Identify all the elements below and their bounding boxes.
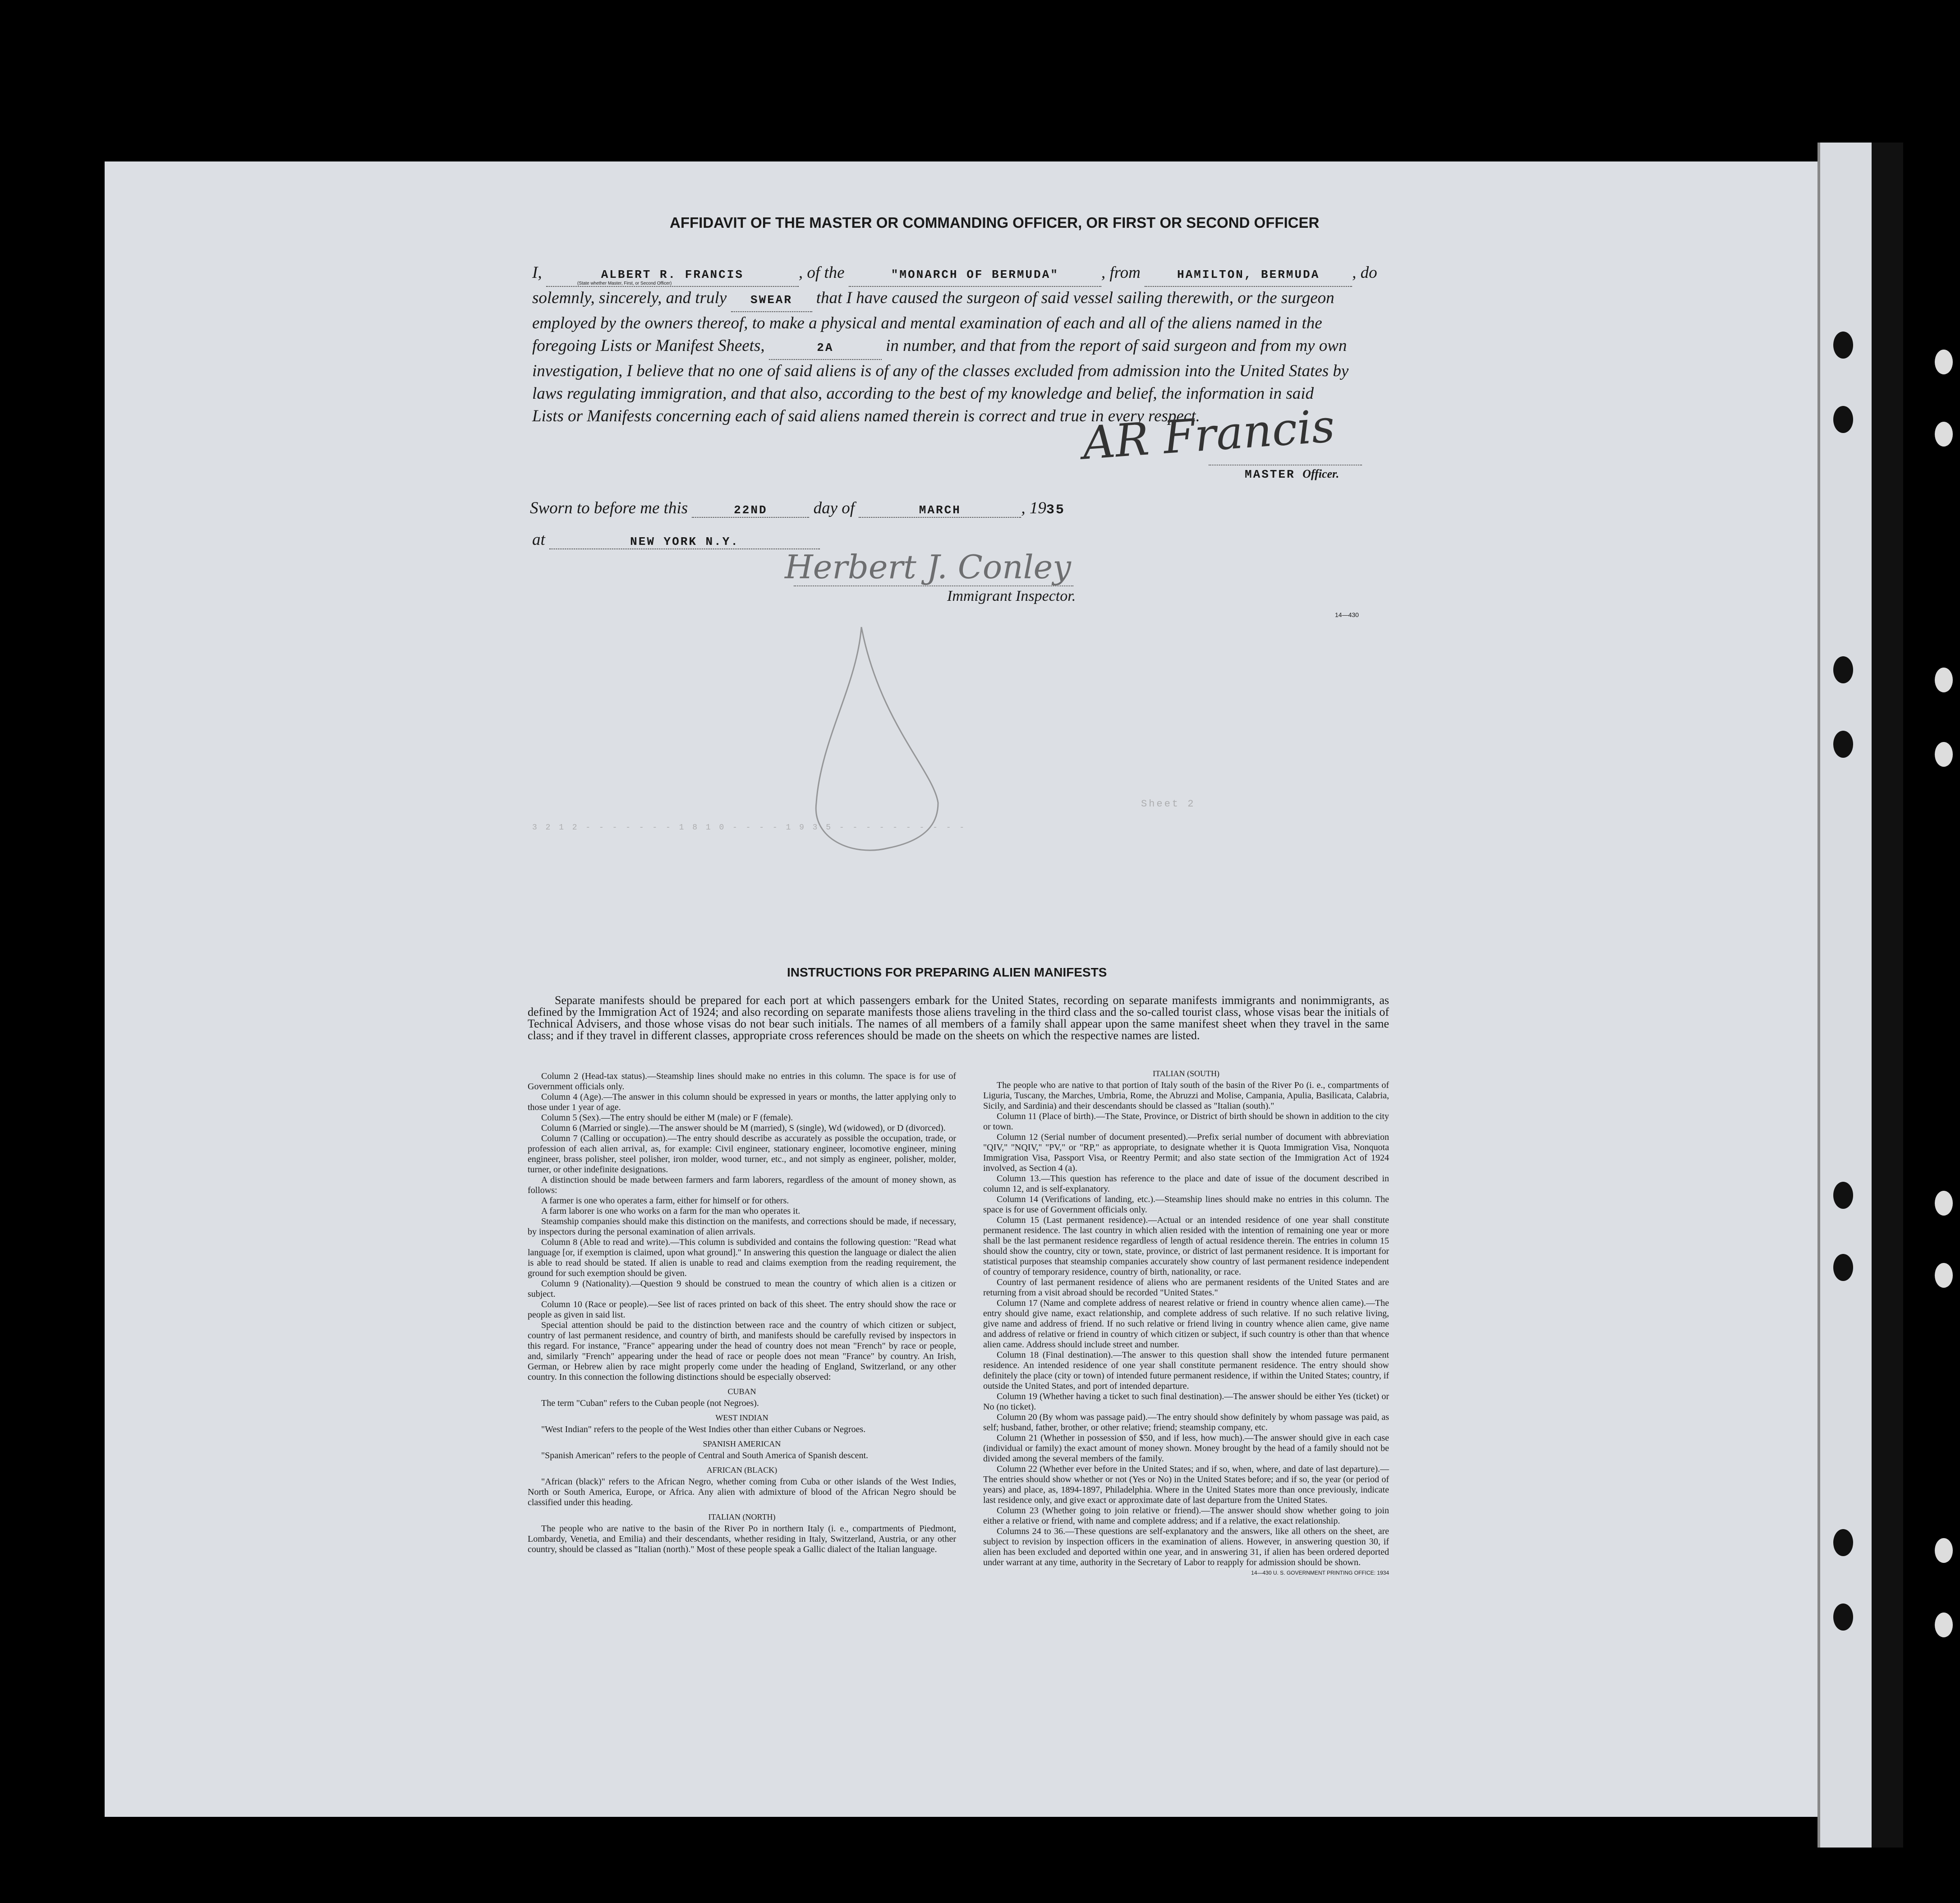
- right-col-para-9: Column 18 (Final destination).—The answer to this question shall show the intended future permanent residence. An intended residence of one year shall constitute permanent residence. The entry should show definitely the place (city or town) of intended future permanent residence, if within the United States; country, if outside the United States, and port of intended departure.: [983, 1350, 1389, 1391]
- binding-hole: [1833, 1603, 1853, 1631]
- vessel-name-field: "MONARCH OF BERMUDA": [849, 263, 1101, 287]
- african-heading: AFRICAN (BLACK): [706, 1465, 778, 1474]
- left-col-para-10: Column 8 (Able to read and write).—This column is subdivided and contains the following question: "Read what language [or, if exemption is claimed, upon what ground]." In answering this question the language or dialect the alien is able to read should be stated. If alien is unable to read and claims exemption from the reading requirement, the ground for such exemption should be given.: [528, 1237, 956, 1278]
- affidavit-line-3: employed by the owners thereof, to make a physical and mental examination of each and all of the aliens named in the: [532, 314, 1322, 332]
- binding-hole: [1833, 731, 1853, 758]
- text-I: I,: [532, 263, 542, 282]
- instructions-left-column: [528, 1071, 956, 1555]
- right-col-para-5: Column 14 (Verifications of landing, etc.).—Steamship lines should make no entries in this column. The space is for use of Government officials only.: [983, 1194, 1389, 1215]
- oath-field: SWEAR: [731, 289, 812, 312]
- location-field: NEW YORK N.Y.: [549, 535, 820, 549]
- right-col-para-7: Country of last permanent residence of aliens who are permanent residents of the United States and are returning from a visit abroad should be recorded "United States.": [983, 1277, 1389, 1298]
- binding-hole-edge: [1935, 350, 1953, 374]
- bleed-through-a: Sheet 2: [1141, 798, 1196, 810]
- left-col-para-2: Column 4 (Age).—The answer in this column should be expressed in years or months, the latter applying only to those under 1 year of age.: [528, 1092, 956, 1112]
- text-of-the: , of the: [798, 263, 845, 282]
- left-col-para-5: Column 7 (Calling or occupation).—The entry should describe as accurately as possible the occupation, trade, or profession of each alien arrival, as, for example: Civil engineer, stationary engineer, locomotive engineer, mining engineer, brass polisher, steel polisher, iron molder, wood turner, etc., and not simply as engineer, polisher, molder, turner, or other indefinite designations.: [528, 1134, 956, 1175]
- left-col-para-9: Steamship companies should make this distinction on the manifests, and corrections should be made, if necessary, by inspectors during the personal examination of alien arrivals.: [528, 1216, 956, 1237]
- printing-office-footer: 14—430 U. S. GOVERNMENT PRINTING OFFICE: 1934: [1251, 1570, 1389, 1576]
- african-text: "African (black)" refers to the African Negro, whether coming from Cuba or other islands of the West Indies, North or South America, Europe, or Africa. Any alien with admixture of blood of the African Negro should be classified under this heading.: [528, 1477, 956, 1507]
- cuban-text: The term "Cuban" refers to the Cuban people (not Negroes).: [541, 1398, 759, 1408]
- officer-name-field: ALBERT R. FRANCIS: [546, 263, 799, 287]
- binding-hole-edge: [1935, 668, 1953, 692]
- rank-field: MASTER: [1245, 468, 1295, 481]
- binding-strip: [1817, 143, 1874, 1848]
- right-col-para-3: Column 12 (Serial number of document presented).—Prefix serial number of document with abbreviation "QIV," "NQIV," "PV," or "RP," as appropriate, to designate whether it is Quota Immigration Visa, Nonquota Immigration Visa, Passport Visa, or Reentry Permit; and also state section of the Immigration Act of 1924 involved, as Section 4 (a).: [983, 1132, 1389, 1173]
- left-col-para-3: Column 5 (Sex).—The entry should be either M (male) or F (female).: [541, 1113, 793, 1123]
- bleed-through-b: 3 2 1 2 - - - - - - - 1 8 1 0 - - - - 1 9 3 5 - - - - - - - - - -: [532, 823, 966, 832]
- instructions-intro: Separate manifests should be prepared for each port at which passengers embark for the United States, recording on separate manifests immigrants and nonimmigrants, as defined by the Immigration Act of 1924; and also recording on separate manifests those aliens traveling in the third class and the so-called tourist class, whose visas bear the initials of Technical Advisers, and those whose visas do not bear such initials. The names of all members of a family shall appear upon the same manifest sheet when they travel in the same class; and if they travel in different classes, appropriate cross references should be made on the sheets on which the respective names are listed.: [528, 994, 1389, 1042]
- binding-hole: [1833, 1182, 1853, 1209]
- affidavit-title: AFFIDAVIT OF THE MASTER OR COMMANDING OFFICER, OR FIRST OR SECOND OFFICER: [670, 214, 1320, 231]
- inspector-signature-line: [794, 585, 1073, 586]
- text-foregoing: foregoing Lists or Manifest Sheets,: [532, 336, 765, 355]
- right-col-para-1: The people who are native to that portion of Italy south of the basin of the River Po (i. e., compartments of Liguria, Tuscany, the Marches, Umbria, Rome, the Abruzzi and Molise, Campania, Apulia, Basilicata, Calabria, Sicily, and Sardinia) and their descendants should be classed as "Italian (south).": [983, 1080, 1389, 1111]
- left-col-para-11: Column 9 (Nationality).—Question 9 should be construed to mean the country of which alien is a citizen or subject.: [528, 1279, 956, 1299]
- left-col-para-12: Column 10 (Race or people).—See list of races printed on back of this sheet. The entry should show the race or people as given in said list.: [528, 1299, 956, 1320]
- west-indian-heading: WEST INDIAN: [715, 1413, 768, 1422]
- sworn-line: [530, 498, 1206, 518]
- instructions-title: INSTRUCTIONS FOR PREPARING ALIEN MANIFESTS: [787, 965, 1107, 979]
- affidavit-line-7: Lists or Manifests concerning each of said aliens named therein is correct and true in every respect.: [532, 407, 1200, 425]
- pencil-mark: [803, 622, 956, 857]
- affidavit-body: [532, 262, 1398, 428]
- binding-shadow: [1872, 143, 1903, 1848]
- binding-hole: [1833, 1254, 1853, 1281]
- right-col-para-13: Column 22 (Whether ever before in the United States; and if so, when, where, and date of last departure).—The entries should show whether or not (Yes or No) in the United States before; and if so, the year (or period of years) and place, as, 1894-1897, Philadelphia. Where in the United States more than once previously, indicate last residence only, and give exact or approximate date of last departure from the United States.: [983, 1464, 1389, 1505]
- text-surgeon: that I have caused the surgeon of said vessel sailing therewith, or the surgeon: [816, 289, 1334, 307]
- port-from-field: HAMILTON, BERMUDA: [1145, 263, 1352, 287]
- binding-hole: [1833, 656, 1853, 683]
- sworn-day-field: 22ND: [692, 503, 809, 518]
- affidavit-line-2: [532, 287, 1398, 312]
- form-number-top: 14—430: [1335, 611, 1359, 618]
- text-year-prefix: , 19: [1021, 499, 1046, 517]
- west-indian-text: "West Indian" refers to the people of the West Indies other than either Cubans or Negroes.: [541, 1424, 866, 1434]
- text-in-number: in number, and that from the report of said surgeon and from my own: [886, 336, 1347, 355]
- officer-note: (State whether Master, First, or Second Officer): [577, 281, 672, 286]
- binding-hole-edge: [1935, 1263, 1953, 1288]
- italian-north-text: The people who are native to the basin of the River Po in northern Italy (i. e., compartments of Piedmont, Lombardy, Venetia, and Emilia) and their descendants, whether residing in Italy, Switzerland, Austria, or any other country, should be classed as "Italian (north)." Most of these people speak a Gallic dialect of the Italian language.: [528, 1524, 956, 1554]
- location-line: [532, 530, 983, 549]
- text-sworn: Sworn to before me this: [530, 499, 688, 517]
- inspector-signature: Herbert J. Conley: [785, 548, 1071, 586]
- text-solemnly: solemnly, sincerely, and truly: [532, 289, 727, 307]
- text-do: , do: [1352, 263, 1377, 282]
- right-col-para-15: Columns 24 to 36.—These questions are self-explanatory and the answers, like all others on the sheet, are subject to revision by inspection officers in the examination of aliens. However, in answering question 30, if alien has been excluded and deported within one year, and in answering 31, if alien has been ordered deported under warrant at any time, authority in the Secretary of Labor to reapply for admission should be shown.: [983, 1526, 1389, 1567]
- left-col-para-13: Special attention should be paid to the distinction between race and the country of which citizen or subject, country of last permanent residence, and country of birth, and manifests should be carefully revised by inspectors in this regard. For instance, "France" appearing under the head of country does not mean "French" by race or people, and, similarly "French" appearing under the head of race or people does not mean "France" by country. An Irish, German, or Hebrew alien by race might properly come under the heading of England, Switzerland, or any other country. In this connection the following distinctions should be especially observed:: [528, 1320, 956, 1382]
- text-day-of: day of: [813, 499, 855, 517]
- rank-suffix: Officer.: [1302, 467, 1339, 480]
- binding-hole-edge: [1935, 1538, 1953, 1563]
- affidavit-line-6: laws regulating immigration, and that also, according to the best of my knowledge and belief, the information in said: [532, 384, 1314, 403]
- spanish-american-text: "Spanish American" refers to the people of Central and South America of Spanish descent.: [541, 1451, 869, 1461]
- instructions-right-column: [983, 1069, 1389, 1578]
- text-at: at: [532, 530, 545, 549]
- right-col-para-11: Column 20 (By whom was passage paid).—The entry should show definitely by whom passage was paid, as self; husband, father, brother, or other relative; friend; steamship company, etc.: [983, 1412, 1389, 1433]
- sheets-count-field: 2A: [769, 336, 882, 360]
- sworn-year-field: 35: [1046, 502, 1065, 518]
- right-col-para-8: Column 17 (Name and complete address of nearest relative or friend in country whence alien came).—The entry should give name, exact relationship, and complete address of such relative. If no such relative living, give name and address of friend. If no such relative or friend living in country whence alien came, give name and address of relative or friend in country of which citizen or subject, if such country is other than that whence alien came. Address should include street and number.: [983, 1298, 1389, 1350]
- left-col-para-8: A farm laborer is one who works on a farm for the man who operates it.: [541, 1206, 801, 1216]
- spanish-american-heading: SPANISH AMERICAN: [703, 1439, 781, 1448]
- binding-hole: [1833, 1529, 1853, 1556]
- right-col-para-12: Column 21 (Whether in possession of $50, and if less, how much).—The answer should give in each case (individual or family) the exact amount of money shown. Money brought by the head of a family should not be divided among the several members of the family.: [983, 1433, 1389, 1464]
- master-signature: AR Francis: [1081, 399, 1337, 470]
- left-col-para-1: Column 2 (Head-tax status).—Steamship lines should make no entries in this column. The space is for use of Government officials only.: [528, 1071, 956, 1092]
- inspector-title: Immigrant Inspector.: [947, 588, 1076, 604]
- right-col-para-10: Column 19 (Whether having a ticket to such final destination).—The answer should be either Yes (ticket) or No (no ticket).: [983, 1392, 1389, 1412]
- binding-hole-edge: [1935, 422, 1953, 447]
- rank-line: [1209, 465, 1362, 481]
- text-from: , from: [1101, 263, 1141, 282]
- affidavit-line-5: investigation, I believe that no one of said aliens is of any of the classes excluded from admission into the United States by: [532, 362, 1349, 380]
- italian-north-heading: ITALIAN (NORTH): [708, 1512, 776, 1521]
- binding-hole-edge: [1935, 742, 1953, 767]
- left-col-para-6: A distinction should be made between farmers and farm laborers, regardless of the amount of money shown, as follows:: [528, 1175, 956, 1195]
- right-col-para-6: Column 15 (Last permanent residence).—Actual or an intended residence of one year shall constitute permanent residence. The last country in which alien resided with the intention of remaining one year or more shall be the last permanent residence regardless of length of actual residence therein. The entries in column 15 should show the country, city or town, state, province, or district of last permanent residence. It is important for statistical purposes that steamship companies accurately show country of last permanent residence independent of country of temporary residence, country of birth, nationality, or race.: [983, 1215, 1389, 1277]
- affidavit-line-4: [532, 335, 1398, 360]
- left-col-para-7: A farmer is one who operates a farm, either for himself or for others.: [541, 1196, 789, 1206]
- right-col-para-4: Column 13.—This question has reference to the place and date of issue of the document described in column 12, and is self-explanatory.: [983, 1174, 1389, 1194]
- binding-hole-edge: [1935, 1613, 1953, 1637]
- right-col-para-14: Column 23 (Whether going to join relative or friend).—The answer should show whether going to join either a relative or friend, with name and complete address; and if a relative, the exact relationship.: [983, 1506, 1389, 1526]
- binding-hole: [1833, 332, 1853, 359]
- binding-hole-edge: [1935, 1191, 1953, 1216]
- left-col-para-4: Column 6 (Married or single).—The answer should be M (married), S (single), Wd (widowed), or D (divorced).: [541, 1123, 946, 1133]
- sworn-month-field: MARCH: [859, 503, 1021, 518]
- right-col-para-2: Column 11 (Place of birth).—The State, Province, or District of birth should be shown in addition to the city or town.: [983, 1111, 1389, 1132]
- cuban-heading: CUBAN: [727, 1387, 756, 1396]
- binding-hole: [1833, 406, 1853, 433]
- italian-south-heading: ITALIAN (SOUTH): [1152, 1069, 1220, 1078]
